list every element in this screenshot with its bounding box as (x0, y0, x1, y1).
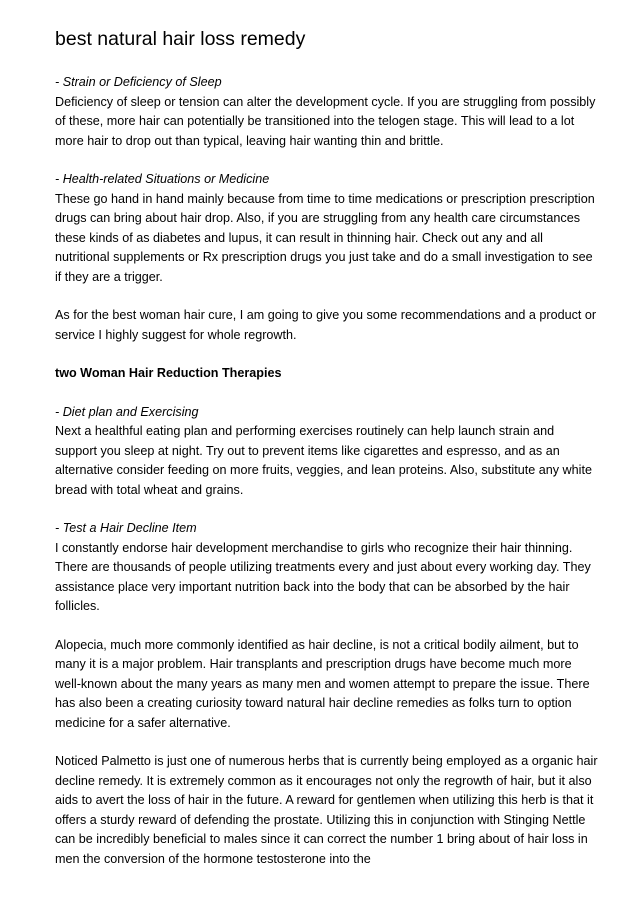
section-health-medicine (55, 170, 598, 287)
section-saw-palmetto (55, 752, 598, 869)
paragraph: Alopecia, much more commonly identified as hair decline, is not a critical bodily ailment, but to many it is a major problem. Hair transplants and prescription drugs have become much more well-known about the many years as many men and women attempt to prepare the issue. There has also been a creating curiosity toward natural hair decline remedies as folks turn to option medicine for a safer alternative. (55, 637, 590, 730)
page-title: best natural hair loss remedy (55, 28, 306, 50)
paragraph: Noticed Palmetto is just one of numerous herbs that is currently being employed as a organic hair decline remedy. It is extremely common as it encourages not only the regrowth of hair, but it also aids to avert the loss of hair in the future. A reward for gentlemen when utilizing this herb is that it offers a sturdy reward of defending the prostate. Utilizing this in conjunction with Stinging Nettle can be incredibly beneficial to males since it can correct the number 1 bring about of hair loss in men the conversion of the hormone testosterone into the (55, 754, 598, 866)
section-heading: - Strain or Deficiency of Sleep (55, 75, 222, 89)
section-cure-intro (55, 306, 598, 345)
section-test-item (55, 519, 598, 617)
subheading: two Woman Hair Reduction Therapies (55, 366, 282, 380)
section-diet-exercise (55, 403, 598, 501)
section-alopecia (55, 636, 598, 734)
section-heading: - Test a Hair Decline Item (55, 521, 197, 535)
section-body: Deficiency of sleep or tension can alter the development cycle. If you are struggling from possibly of these, more hair can potentially be transitioned into the telogen stage. This will lead to a lot more hair to drop out than typical, leaving hair wanting thin and brittle. (55, 94, 596, 148)
paragraph: As for the best woman hair cure, I am going to give you some recommendations and a product or service I highly suggest for whole regrowth. (55, 308, 597, 342)
section-heading: - Health-related Situations or Medicine (55, 172, 270, 186)
section-body: These go hand in hand mainly because from time to time medications or prescription prescription drugs can bring about hair drop. Also, if you are struggling from any health care circumstances these kinds of as diabetes and lupus, it can result in thinning hair. Check out any and all nutritional supplements or Rx prescription drugs you just take and do a small investigation to see if they are a trigger. (55, 191, 595, 284)
section-body: Next a healthful eating plan and performing exercises routinely can help launch strain and support you sleep at night. Try out to prevent items like cigarettes and espresso, and as an alternative consider feeding on more fruits, veggies, and lean proteins. Also, substitute any white bread with total wheat and grains. (55, 424, 592, 497)
section-strain-sleep (55, 73, 598, 151)
section-body: I constantly endorse hair development merchandise to girls who recognize their hair thinning. There are thousands of people utilizing treatments every and just about every working day. They assistance place very important nutrition back into the body that can be absorbed by the hair follicles. (55, 540, 591, 613)
section-heading: - Diet plan and Exercising (55, 404, 199, 419)
